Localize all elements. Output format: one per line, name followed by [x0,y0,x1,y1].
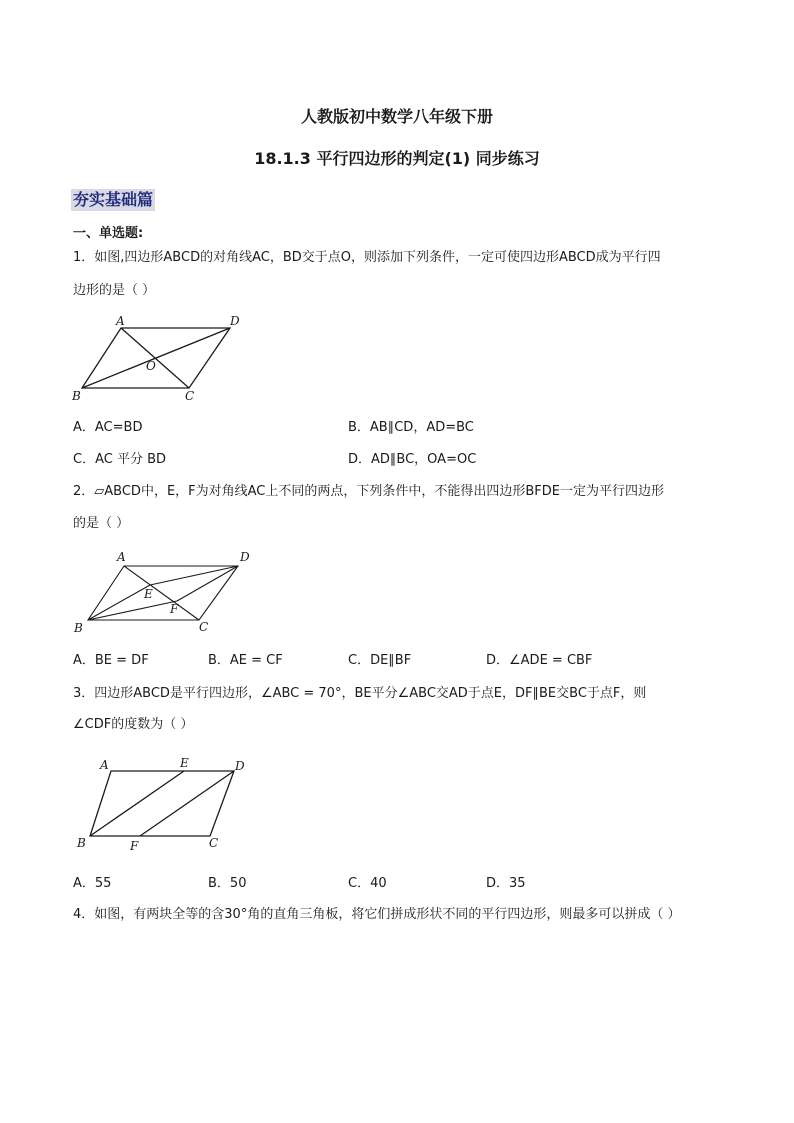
q2-option-d[interactable]: D．∠ADE = CBF [486,653,593,668]
q3-option-d[interactable]: D．35 [486,876,526,891]
part-heading: 一、单选题: [73,226,144,241]
q2-label-c: C [199,620,209,634]
q3-label-d: D [235,759,245,773]
q1-option-d[interactable]: D．AD∥BC，OA=OC [348,452,477,467]
q2-label-d: D [240,550,250,564]
q1-label-a: A [116,314,125,328]
q1-text-line2: 边形的是（ ） [73,283,156,298]
q3-label-c: C [209,836,219,850]
q1-label-c: C [185,389,195,403]
q3-label-a: A [100,758,109,772]
q3-option-b[interactable]: B．50 [208,876,247,891]
document-title: 人教版初中数学八年级下册 [300,107,493,126]
q2-label-f: F [170,602,179,616]
q1-label-o: O [146,359,156,373]
q2-option-b[interactable]: B．AE = CF [208,653,283,668]
q2-label-a: A [117,550,126,564]
q3-label-b: B [77,836,86,850]
q3-label-e: E [180,756,189,770]
q1-option-b[interactable]: B．AB∥CD，AD=BC [348,420,474,435]
q1-label-d: D [230,314,240,328]
q1-text-line1: 1．如图,四边形ABCD的对角线AC，BD交于点O，则添加下列条件，一定可使四边形ABCD成为平行四 [73,250,661,265]
q3-option-a[interactable]: A．55 [73,876,112,891]
q3-label-f: F [130,839,139,853]
q4-text-line1: 4．如图，有两块全等的含30°角的直角三角板，将它们拼成形状不同的平行四边形，则最多可以拼成（ ） [73,907,681,922]
q2-label-b: B [74,621,83,635]
q1-label-b: B [72,389,81,403]
q3-text-line2: ∠CDF的度数为（ ） [73,717,194,732]
q1-option-a[interactable]: A．AC=BD [73,420,143,435]
document-subtitle: 18.1.3 平行四边形的判定(1) 同步练习 [254,149,540,168]
q3-text-line1: 3．四边形ABCD是平行四边形，∠ABC = 70°，BE平分∠ABC交AD于点E，DF∥BE交BC于点F，则 [73,686,647,701]
q2-text-line2: 的是（ ） [73,516,130,531]
q2-label-e: E [144,587,153,601]
section-heading: 夯实基础篇 [73,190,154,209]
q1-option-c[interactable]: C．AC 平分 BD [73,452,167,467]
q2-option-a[interactable]: A．BE = DF [73,653,149,668]
q2-text-line1: 2．▱ABCD中，E，F为对角线AC上不同的两点，下列条件中，不能得出四边形BFDE一定为平行四边形 [73,484,664,499]
q3-option-c[interactable]: C．40 [348,876,387,891]
q2-option-c[interactable]: C．DE∥BF [348,653,412,668]
